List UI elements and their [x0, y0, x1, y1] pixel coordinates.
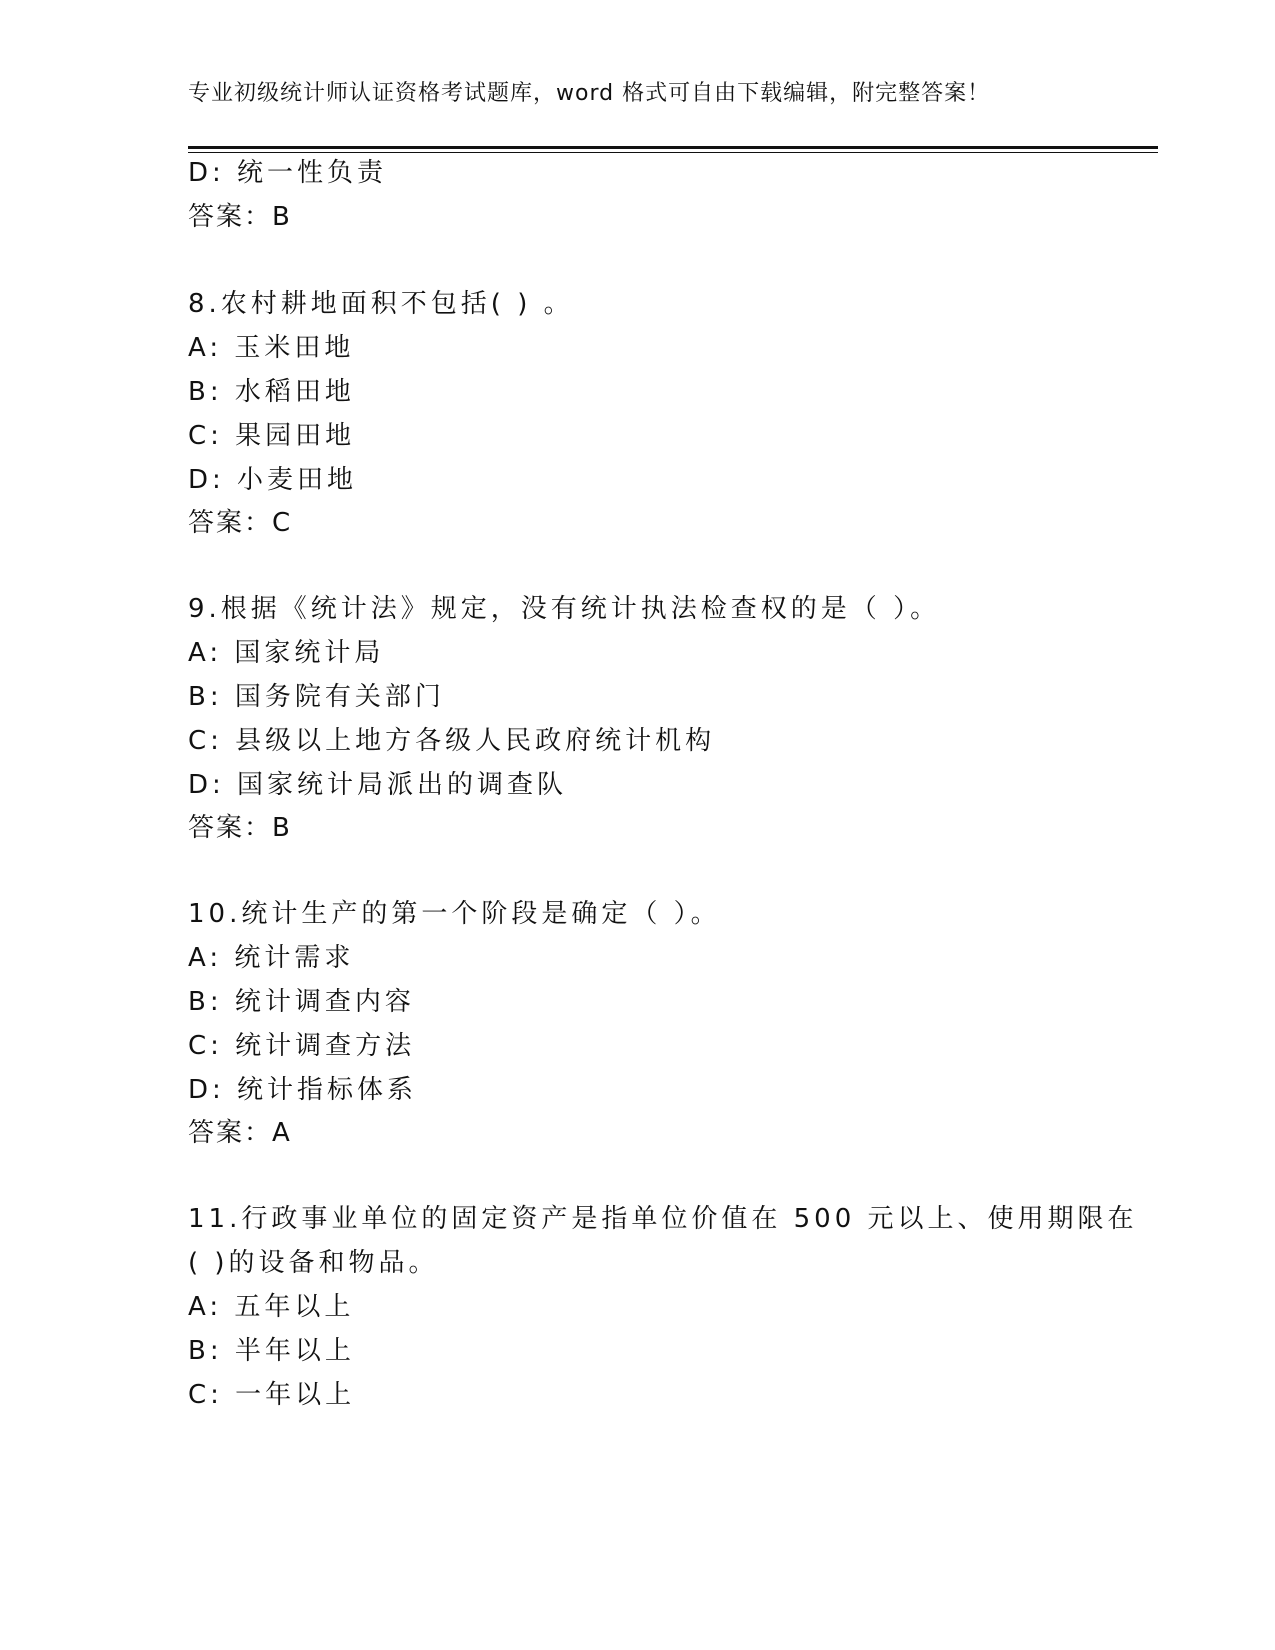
question-9-option-d: D: 国家统计局派出的调查队 — [188, 770, 568, 800]
question-11-option-c: C: 一年以上 — [188, 1380, 356, 1410]
question-9-stem: 9.根据《统计法》规定，没有统计执法检查权的是（ ）。 — [188, 594, 941, 624]
question-9-option-b: B: 国务院有关部门 — [188, 682, 445, 712]
header-rule — [188, 146, 1158, 153]
question-9-option-c: C: 县级以上地方各级人民政府统计机构 — [188, 726, 716, 756]
question-11-option-a: A: 五年以上 — [188, 1292, 355, 1322]
question-8-option-c: C: 果园田地 — [188, 421, 356, 451]
question-10-option-b: B: 统计调查内容 — [188, 987, 415, 1017]
question-8-option-a: A: 玉米田地 — [188, 333, 355, 363]
question-8-stem: 8.农村耕地面积不包括( ) 。 — [188, 289, 574, 319]
question-8-option-b: B: 水稻田地 — [188, 377, 355, 407]
question-10-stem: 10.统计生产的第一个阶段是确定（ ）。 — [188, 899, 721, 929]
question-8-option-d: D: 小麦田地 — [188, 465, 358, 495]
question-10-answer: 答案：A — [188, 1118, 292, 1148]
question-11-stem-line-1: 11.行政事业单位的固定资产是指单位价值在 500 元以上、使用期限在 — [188, 1204, 1138, 1234]
question-10-option-c: C: 统计调查方法 — [188, 1031, 416, 1061]
question-8-answer: 答案：C — [188, 508, 293, 538]
prev-answer: 答案：B — [188, 202, 292, 232]
prev-option-d: D: 统一性负责 — [188, 158, 388, 188]
question-10-option-a: A: 统计需求 — [188, 943, 355, 973]
question-10-option-d: D: 统计指标体系 — [188, 1075, 418, 1105]
question-11-stem-line-2: ( )的设备和物品。 — [188, 1248, 439, 1278]
question-11-option-b: B: 半年以上 — [188, 1336, 355, 1366]
page-header: 专业初级统计师认证资格考试题库，word 格式可自由下载编辑，附完整答案！ — [188, 81, 991, 106]
question-9-answer: 答案：B — [188, 813, 292, 843]
question-9-option-a: A: 国家统计局 — [188, 638, 385, 668]
